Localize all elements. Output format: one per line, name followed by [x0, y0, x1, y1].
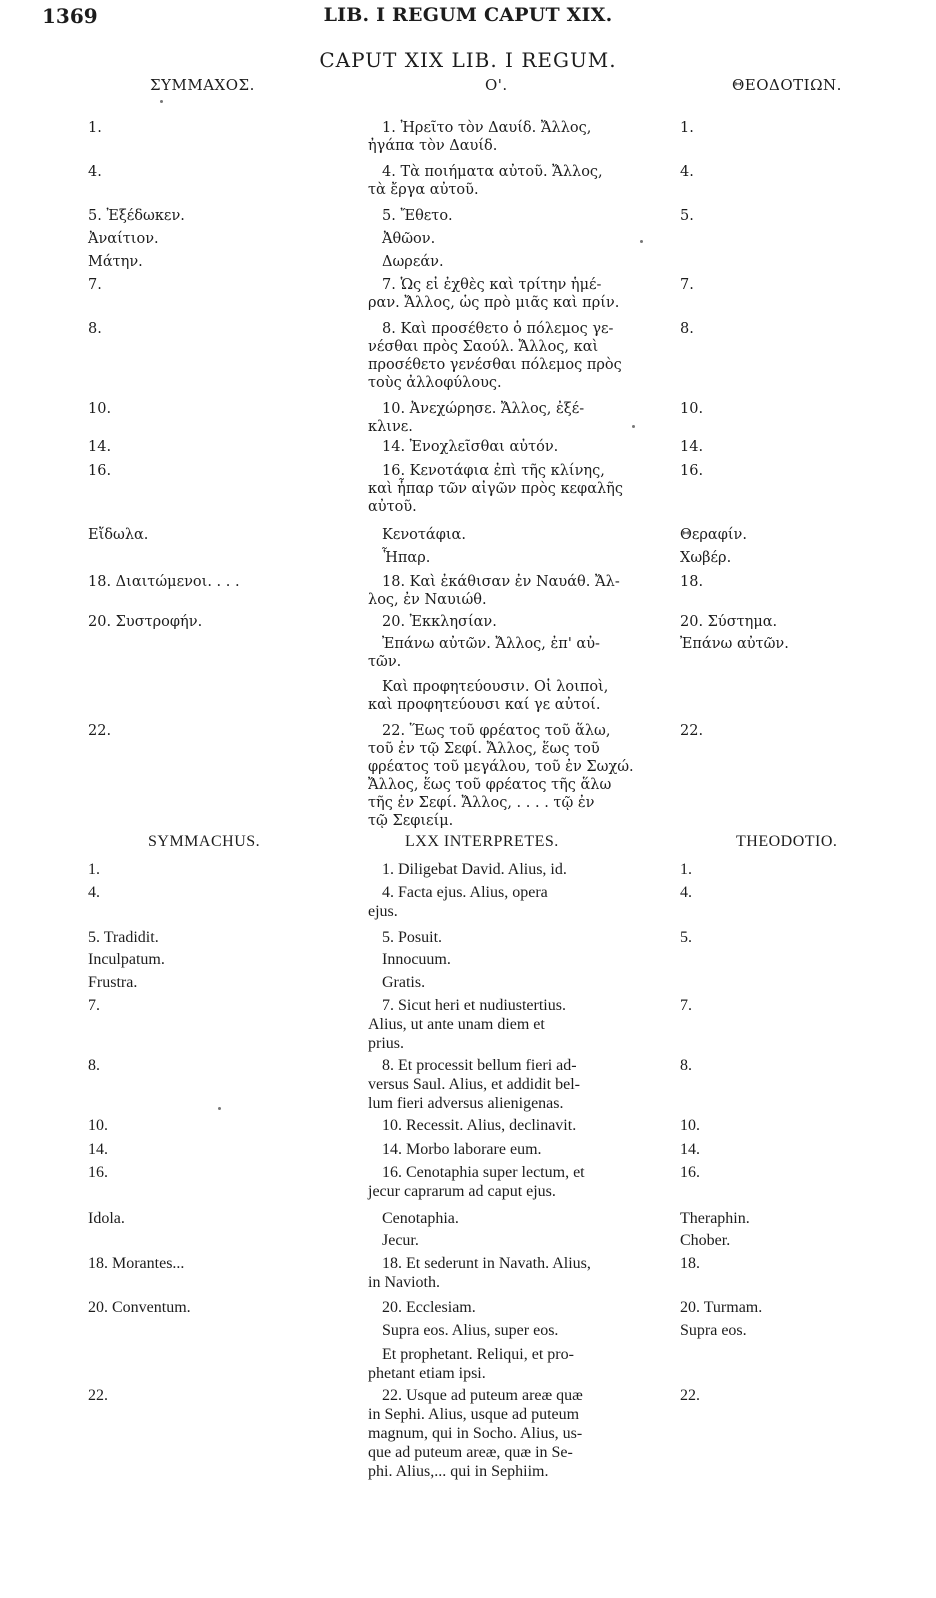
latin-lxx-line: Et prophetant. Reliqui, et pro- [382, 1346, 574, 1363]
greek-lxx-line: 10. Ἀνεχώρησε. Ἄλλος, ἐξέ- [382, 401, 585, 417]
latin-lxx-line: prius. [368, 1035, 404, 1052]
latin-lxx-cell [368, 1298, 650, 1317]
latin-lxx-cell [368, 1321, 650, 1340]
greek-symmachus-cell: 5. Ἐξέδωκεν. [88, 208, 185, 224]
latin-lxx-line: 18. Et sederunt in Navath. Alius, [382, 1255, 591, 1272]
greek-lxx-cell [368, 207, 650, 225]
print-speck [640, 240, 643, 243]
latin-lxx-cell [368, 996, 650, 1053]
latin-lxx-line: Innocuum. [382, 951, 451, 968]
latin-lxx-line: 10. Recessit. Alius, declinavit. [382, 1117, 577, 1134]
latin-theodotion-cell: Chober. [680, 1232, 731, 1249]
latin-lxx-cell [368, 860, 650, 879]
header-theodotio-latin: THEODOTIO. [736, 833, 838, 850]
greek-symmachus-cell: 22. [88, 723, 112, 739]
greek-lxx-cell [368, 400, 650, 436]
greek-symmachus-cell: Μάτην. [88, 254, 143, 270]
latin-lxx-cell [368, 883, 650, 921]
greek-lxx-line: 20. Ἐκκλησίαν. [382, 614, 497, 630]
print-speck [632, 425, 635, 428]
latin-lxx-line: ejus. [368, 903, 398, 920]
latin-symmachus-cell: 1. [88, 861, 100, 878]
latin-lxx-line: 4. Facta ejus. Alius, opera [382, 884, 548, 901]
greek-lxx-line: λος, ἐν Ναυιώθ. [368, 592, 487, 608]
greek-theodotion-cell: 20. Σύστημα. [680, 614, 778, 630]
running-title: LIB. I REGUM CAPUT XIX. [323, 4, 613, 26]
greek-lxx-cell [368, 635, 650, 671]
latin-symmachus-cell: 5. Tradidit. [88, 929, 159, 946]
header-symmachus-greek: ΣΥΜΜΑΧΟΣ. [150, 76, 255, 94]
latin-lxx-line: Supra eos. Alius, super eos. [382, 1322, 559, 1339]
greek-symmachus-cell: 14. [88, 439, 112, 455]
greek-lxx-line: ραν. Ἄλλος, ὡς πρὸ μιᾶς καὶ πρίν. [368, 295, 620, 311]
header-symmachus-latin: SYMMACHUS. [148, 833, 261, 850]
greek-lxx-cell [368, 320, 650, 392]
latin-lxx-line: lum fieri adversus alienigenas. [368, 1095, 564, 1112]
greek-lxx-line: 8. Καὶ προσέθετο ὁ πόλεμος γε- [382, 321, 614, 337]
header-theodotion-greek: ΘΕΟΔΟΤΙΩΝ. [732, 76, 842, 94]
latin-lxx-cell [368, 1386, 650, 1481]
greek-theodotion-cell: Ἐπάνω αὐτῶν. [680, 636, 789, 652]
latin-symmachus-cell: Frustra. [88, 974, 138, 991]
latin-lxx-line: in Sephi. Alius, usque ad puteum [368, 1406, 580, 1423]
header-lxx-greek: O'. [485, 76, 508, 94]
latin-theodotion-cell: 8. [680, 1057, 692, 1074]
latin-lxx-line: que ad puteum areæ, quæ in Se- [368, 1444, 573, 1461]
greek-lxx-line: τῶν. [368, 654, 402, 670]
greek-lxx-cell [368, 462, 650, 516]
greek-lxx-cell [368, 438, 650, 456]
greek-lxx-line: Καὶ προφητεύουσιν. Οἱ λοιποὶ, [382, 679, 609, 695]
latin-lxx-cell [368, 1116, 650, 1135]
latin-symmachus-cell: 14. [88, 1141, 108, 1158]
greek-lxx-line: Ἀθῶον. [382, 231, 436, 247]
latin-theodotion-cell: 20. Turmam. [680, 1299, 763, 1316]
latin-lxx-line: 22. Usque ad puteum areæ quæ [382, 1387, 583, 1404]
latin-lxx-line: versus Saul. Alius, et addidit bel- [368, 1076, 580, 1093]
latin-theodotion-cell: 10. [680, 1117, 700, 1134]
greek-theodotion-cell: 8. [680, 321, 694, 337]
greek-lxx-cell [368, 573, 650, 609]
greek-lxx-line: τὰ ἔργα αὐτοῦ. [368, 182, 479, 198]
latin-symmachus-cell: 18. Morantes... [88, 1255, 185, 1272]
greek-lxx-line: αὐτοῦ. [368, 499, 417, 515]
greek-symmachus-cell: 8. [88, 321, 102, 337]
greek-theodotion-cell: Χωβέρ. [680, 550, 732, 566]
latin-symmachus-cell: 10. [88, 1117, 108, 1134]
latin-symmachus-cell: 22. [88, 1387, 108, 1404]
latin-lxx-cell [368, 1231, 650, 1250]
greek-theodotion-cell: 14. [680, 439, 704, 455]
greek-lxx-line: Ἄλλος, ἕως τοῦ φρέατος τῆς ἅλω [368, 777, 612, 793]
latin-lxx-cell [368, 973, 650, 992]
greek-lxx-cell [368, 549, 650, 567]
greek-lxx-cell [368, 722, 650, 830]
latin-lxx-line: 7. Sicut heri et nudiustertius. [382, 997, 566, 1014]
latin-lxx-line: phi. Alius,... qui in Sephiim. [368, 1463, 549, 1480]
greek-theodotion-cell: 18. [680, 574, 704, 590]
latin-lxx-line: 1. Diligebat David. Alius, id. [382, 861, 567, 878]
latin-lxx-cell [368, 1163, 650, 1201]
latin-lxx-line: 8. Et processit bellum fieri ad- [382, 1057, 577, 1074]
greek-lxx-line: τῷ Σεφιείμ. [368, 813, 454, 829]
latin-theodotion-cell: 5. [680, 929, 692, 946]
latin-lxx-line: in Navioth. [368, 1274, 440, 1291]
greek-lxx-cell [368, 678, 650, 714]
latin-theodotion-cell: Supra eos. [680, 1322, 747, 1339]
greek-symmachus-cell: Εἴδωλα. [88, 527, 149, 543]
print-speck [218, 1107, 221, 1110]
greek-theodotion-cell: 10. [680, 401, 704, 417]
greek-theodotion-cell: Θεραφίν. [680, 527, 747, 543]
greek-symmachus-cell: 16. [88, 463, 112, 479]
latin-lxx-cell [368, 1056, 650, 1113]
greek-symmachus-cell: 18. Διαιτώμενοι. . . . [88, 574, 240, 590]
latin-symmachus-cell: 20. Conventum. [88, 1299, 191, 1316]
latin-theodotion-cell: 18. [680, 1255, 700, 1272]
latin-theodotion-cell: 1. [680, 861, 692, 878]
latin-symmachus-cell: 7. [88, 997, 100, 1014]
greek-lxx-line: κλινε. [368, 419, 413, 435]
latin-lxx-line: Cenotaphia. [382, 1210, 459, 1227]
greek-lxx-line: φρέατος τοῦ μεγάλου, τοῦ ἐν Σωχώ. [368, 759, 634, 775]
page-number: 1369 [42, 4, 98, 28]
caput-title: CAPUT XIX LIB. I REGUM. [319, 48, 617, 72]
greek-lxx-cell [368, 163, 650, 199]
latin-lxx-line: Gratis. [382, 974, 426, 991]
latin-lxx-line: 14. Morbo laborare eum. [382, 1141, 542, 1158]
greek-lxx-cell [368, 230, 650, 248]
greek-lxx-cell [368, 276, 650, 312]
latin-lxx-line: 16. Cenotaphia super lectum, et [382, 1164, 585, 1181]
greek-lxx-line: ἠγάπα τὸν Δαυίδ. [368, 138, 498, 154]
latin-symmachus-cell: 8. [88, 1057, 100, 1074]
latin-theodotion-cell: 22. [680, 1387, 700, 1404]
greek-lxx-line: Ἐπάνω αὐτῶν. Ἄλλος, ἐπ' αὐ- [382, 636, 600, 652]
greek-lxx-line: προσέθετο γενέσθαι πόλεμος πρὸς [368, 357, 622, 373]
greek-theodotion-cell: 4. [680, 164, 694, 180]
greek-lxx-cell [368, 119, 650, 155]
greek-lxx-line: νέσθαι πρὸς Σαούλ. Ἄλλος, καὶ [368, 339, 599, 355]
greek-symmachus-cell: 1. [88, 120, 102, 136]
greek-lxx-line: καὶ προφητεύουσι καί γε αὐτοί. [368, 697, 601, 713]
latin-theodotion-cell: 4. [680, 884, 692, 901]
greek-lxx-line: 18. Καὶ ἐκάθισαν ἐν Ναυάθ. Ἄλ- [382, 574, 620, 590]
latin-lxx-cell [368, 1345, 650, 1383]
latin-lxx-line: 5. Posuit. [382, 929, 443, 946]
greek-lxx-cell [368, 526, 650, 544]
header-lxx-latin: LXX INTERPRETES. [405, 833, 559, 850]
latin-lxx-cell [368, 1254, 650, 1292]
latin-theodotion-cell: 7. [680, 997, 692, 1014]
latin-lxx-line: Alius, ut ante unam diem et [368, 1016, 545, 1033]
greek-theodotion-cell: 1. [680, 120, 694, 136]
greek-lxx-line: 16. Κενοτάφια ἐπὶ τῆς κλίνης, [382, 463, 605, 479]
greek-symmachus-cell: Ἀναίτιον. [88, 231, 159, 247]
greek-lxx-line: καὶ ἧπαρ τῶν αἰγῶν πρὸς κεφαλῆς [368, 481, 623, 497]
latin-lxx-cell [368, 1209, 650, 1228]
latin-symmachus-cell: 16. [88, 1164, 108, 1181]
greek-lxx-line: τοὺς ἀλλοφύλους. [368, 375, 502, 391]
print-speck [160, 100, 163, 103]
latin-theodotion-cell: Theraphin. [680, 1210, 750, 1227]
latin-lxx-line: Jecur. [382, 1232, 419, 1249]
latin-lxx-cell [368, 1140, 650, 1159]
greek-symmachus-cell: 7. [88, 277, 102, 293]
greek-lxx-line: 4. Τὰ ποιήματα αὐτοῦ. Ἄλλος, [382, 164, 603, 180]
greek-symmachus-cell: 10. [88, 401, 112, 417]
greek-lxx-line: Ἧπαρ. [382, 550, 431, 566]
latin-symmachus-cell: Idola. [88, 1210, 125, 1227]
latin-theodotion-cell: 14. [680, 1141, 700, 1158]
running-head [0, 4, 936, 30]
latin-theodotion-cell: 16. [680, 1164, 700, 1181]
latin-symmachus-cell: 4. [88, 884, 100, 901]
latin-symmachus-cell: Inculpatum. [88, 951, 165, 968]
greek-lxx-line: 1. Ἠρεῖτο τὸν Δαυίδ. Ἄλλος, [382, 120, 592, 136]
latin-lxx-line: jecur caprarum ad caput ejus. [368, 1183, 556, 1200]
greek-theodotion-cell: 7. [680, 277, 694, 293]
greek-theodotion-cell: 5. [680, 208, 694, 224]
greek-lxx-line: 14. Ἐνοχλεῖσθαι αὐτόν. [382, 439, 559, 455]
greek-lxx-line: 22. Ἕως τοῦ φρέατος τοῦ ἅλω, [382, 723, 611, 739]
greek-lxx-line: τῆς ἐν Σεφί. Ἄλλος, . . . . τῷ ἐν [368, 795, 595, 811]
greek-theodotion-cell: 22. [680, 723, 704, 739]
greek-theodotion-cell: 16. [680, 463, 704, 479]
greek-lxx-line: 5. Ἔθετο. [382, 208, 453, 224]
greek-lxx-line: 7. Ὡς εἰ ἐχθὲς καὶ τρίτην ἡμέ- [382, 277, 602, 293]
greek-lxx-cell [368, 613, 650, 631]
greek-lxx-line: Κενοτάφια. [382, 527, 466, 543]
greek-lxx-line: τοῦ ἐν τῷ Σεφί. Ἄλλος, ἕως τοῦ [368, 741, 600, 757]
greek-symmachus-cell: 20. Συστροφήν. [88, 614, 203, 630]
latin-lxx-line: phetant etiam ipsi. [368, 1365, 486, 1382]
greek-lxx-cell [368, 253, 650, 271]
greek-symmachus-cell: 4. [88, 164, 102, 180]
latin-lxx-cell [368, 928, 650, 947]
latin-lxx-line: 20. Ecclesiam. [382, 1299, 476, 1316]
latin-lxx-cell [368, 950, 650, 969]
latin-lxx-line: magnum, qui in Socho. Alius, us- [368, 1425, 583, 1442]
greek-lxx-line: Δωρεάν. [382, 254, 444, 270]
